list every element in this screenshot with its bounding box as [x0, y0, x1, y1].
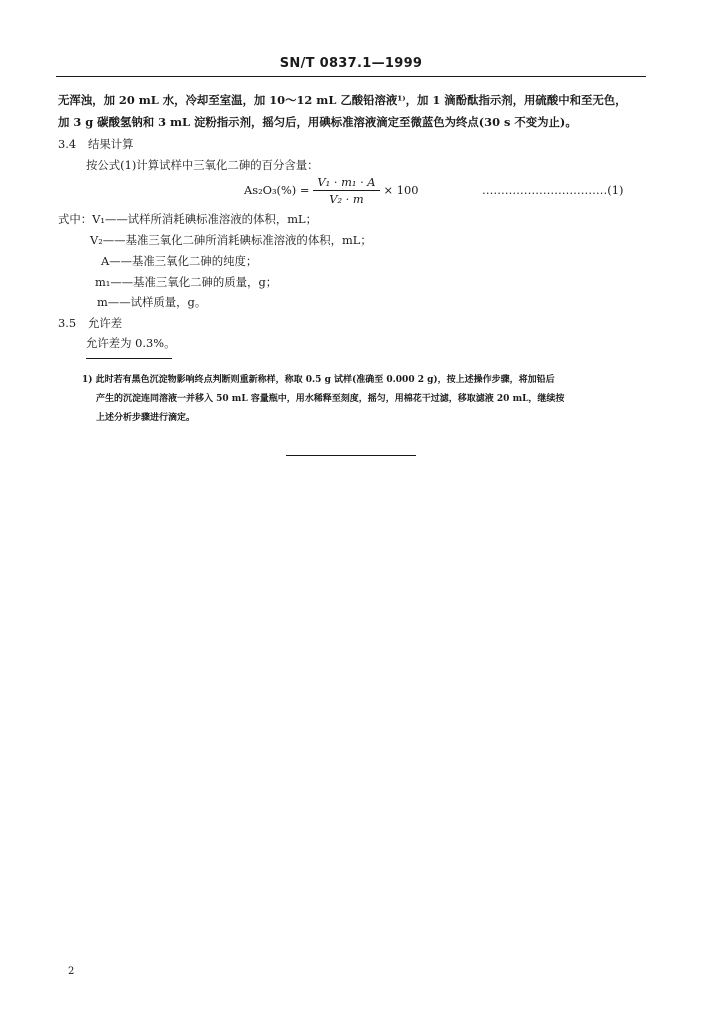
formula-numerator: V₁ · m₁ · A	[313, 175, 379, 191]
formula-intro: 按公式(1)计算试样中三氧化二砷的百分含量：	[86, 158, 319, 172]
section-number: 3.4	[58, 137, 77, 151]
footnote-line-2: 产生的沉淀连同溶液一并移入 50 mL 容量瓶中，用水稀释至刻度，摇匀，用棉花干过滤，移取滤液 20 mL，继续按	[96, 394, 565, 404]
where-item-a: A——基准三氧化二砷的纯度；	[101, 254, 258, 268]
footnote-line-1: 1) 此时若有黑色沉淀物影响终点判断则重新称样，称取 0.5 g 试样(准确至 0.000 2 g)，按上述操作步骤，将加铅后	[82, 375, 555, 385]
section-title: 结果计算	[88, 137, 134, 151]
page-number: 2	[68, 966, 75, 977]
section-title: 允许差	[88, 316, 123, 330]
formula-denominator: V₂ · m	[329, 191, 364, 206]
header-rule	[56, 76, 646, 77]
paragraph-line-1: 无浑浊，加 20 mL 水，冷却至室温，加 10～12 mL 乙酸铅溶液¹⁾，加 1 滴酚酞指示剂，用硫酸中和至无色，	[58, 93, 627, 107]
formula-fraction	[313, 175, 379, 206]
allowance-text: 允许差为 0.3%。	[86, 336, 176, 350]
formula-tag: ……………………………(1)	[482, 183, 624, 197]
section-heading-3-4	[58, 137, 134, 151]
end-rule	[286, 455, 416, 456]
where-item-m: m——试样质量，g。	[97, 295, 207, 309]
footnote-line-3: 上述分析步骤进行滴定。	[96, 413, 196, 423]
formula-lhs: As₂O₃(%) =	[244, 183, 310, 197]
section-heading-3-5	[58, 316, 122, 330]
formula-1	[244, 172, 418, 208]
where-item-m1: m₁——基准三氧化二砷的质量，g；	[95, 275, 278, 289]
where-item-v2: V₂——基准三氧化二砷所消耗碘标准溶液的体积，mL；	[90, 233, 372, 247]
section-number: 3.5	[58, 316, 77, 330]
footnote-rule	[86, 358, 172, 359]
formula-rhs: × 100	[383, 183, 419, 197]
where-item-v1: 式中：V₁——试样所消耗碘标准溶液的体积，mL；	[58, 212, 317, 226]
paragraph-line-2: 加 3 g 碳酸氢钠和 3 mL 淀粉指示剂，摇匀后，用碘标准溶液滴定至微蓝色为终点(30 s 不变为止)。	[58, 115, 577, 129]
standard-code-header: SN/T 0837.1—1999	[279, 56, 423, 71]
